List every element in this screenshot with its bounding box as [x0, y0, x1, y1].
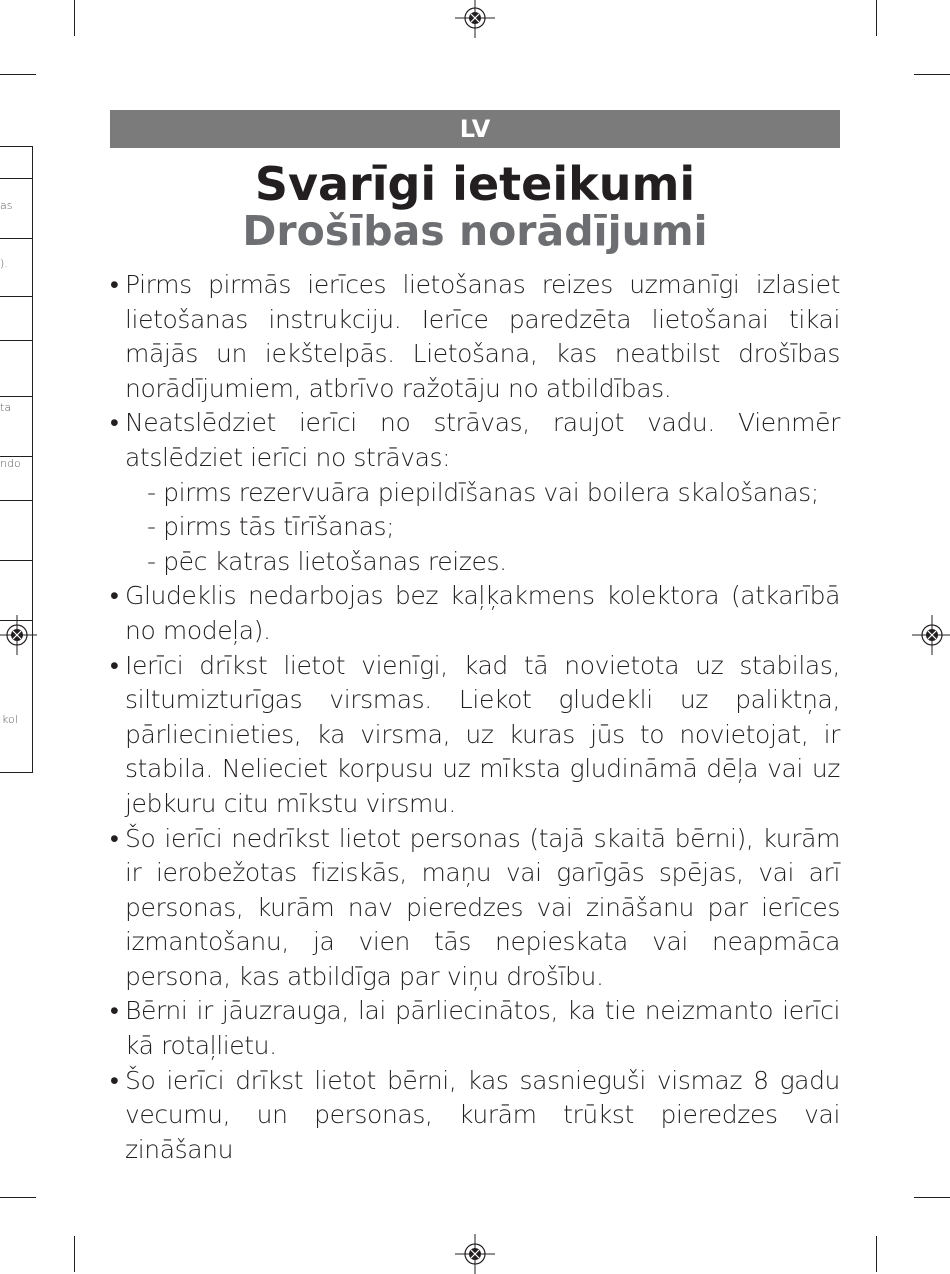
crop-mark [74, 0, 75, 36]
fragment-text: ndo [0, 457, 21, 470]
crop-mark [0, 1197, 36, 1198]
registration-mark-icon [455, 1234, 495, 1274]
list-item [110, 994, 840, 1063]
list-item [110, 822, 840, 995]
fragment-cell [0, 396, 32, 457]
language-code: LV [459, 115, 491, 143]
crop-mark [0, 74, 36, 75]
registration-mark-icon [912, 615, 950, 655]
fragment-cell [0, 146, 32, 179]
crop-mark [914, 1197, 950, 1198]
page-subtitle: Drošības norādījumi [242, 207, 708, 255]
crop-mark [876, 1236, 877, 1272]
list-item [110, 268, 840, 406]
list-item-text: Pirms pirmās ierīces lietošanas reizes uzmanīgi izlasiet lietošanas instrukciju. Ierīce paredzēta lietošanai tikai mājās un iekštelpās. Lietošana, kas neatbilst drošības norādījumiem, atbrīvo ražotāju no atbildības. [125, 270, 840, 403]
fragment-text: ). [0, 257, 8, 270]
list-item-text: Šo ierīci nedrīkst lietot personas (tajā skaitā bērni), kurām ir ierobežotas fiziskās, maņu vai garīgās spējas, vai arī personas, kurām nav pieredzes vai zināšanu par ierīces izmantošanu, ja vien tās nepieskata vai neapmāca persona, kas atbildīga par viņu drošību. [125, 823, 840, 991]
list-item-text: Bērni ir jāuzrauga, lai pārliecinātos, ka tie neizmanto ierīci kā rotaļlietu. [125, 996, 840, 1061]
crop-mark [74, 1236, 75, 1272]
fragment-cell [0, 620, 32, 773]
list-item-text: Ierīci drīkst lietot vienīgi, kad tā novietota uz stabilas, siltumizturīgas virsmas. Liekot gludekli uz paliktņa, pārliecinieties, ka virsma, uz kuras jūs to novietojat, ir stabila. Nelieciet korpusu uz mīksta gludināmā dēļa vai uz jebkuru citu mīkstu virsmu. [125, 650, 840, 818]
list-item [110, 649, 840, 822]
list-item-text: Šo ierīci drīkst lietot bērni, kas sasnieguši vismaz 8 gadu vecumu, un personas, kurām trūkst pieredzes vai zināšanu [125, 1065, 840, 1164]
fragment-text: kol [2, 713, 18, 726]
fragment-cell [0, 560, 32, 621]
crop-mark [914, 74, 950, 75]
registration-mark-icon [455, 0, 495, 38]
fragment-cell [0, 238, 32, 297]
fragment-text: as [0, 199, 13, 212]
fragment-cell [0, 500, 32, 561]
fragment-cell [0, 340, 32, 397]
sub-list-item: - pēc katras lietošanas reizes. [147, 546, 507, 576]
list-item [110, 1064, 840, 1168]
list-item-text: Gludeklis nedarbojas bez kaļķakmens kolektora (atkarībā no modeļa). [125, 581, 840, 645]
fragment-text: ta [0, 401, 12, 414]
language-code-bar [110, 110, 840, 148]
fragment-cell [0, 296, 32, 341]
fragment-bottom-rule [0, 772, 33, 773]
list-item [110, 406, 840, 579]
crop-mark [876, 0, 877, 36]
fragment-cell [0, 178, 32, 239]
list-item-text: Neatslēdziet ierīci no strāvas, raujot vadu. Vienmēr atslēdziet ierīci no strāvas: [125, 408, 840, 472]
sub-list-item: - pirms rezervuāra piepildīšanas vai boilera skalošanas; [147, 477, 819, 507]
fragment-cell [0, 456, 32, 501]
page-title: Svarīgi ieteikumi [254, 157, 696, 211]
adjacent-page-fragment [0, 146, 33, 772]
list-item [110, 579, 840, 648]
safety-instructions-list [110, 268, 840, 1167]
sub-list-item: - pirms tās tīrīšanas; [147, 512, 395, 542]
